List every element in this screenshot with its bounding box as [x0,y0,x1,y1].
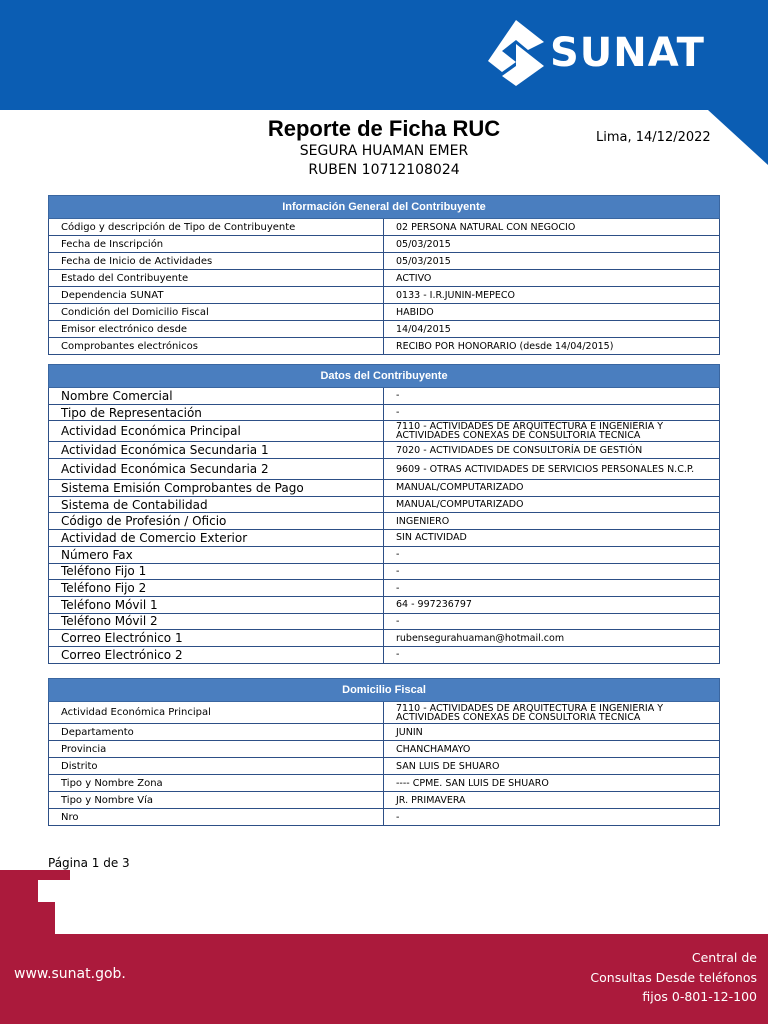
table-row [49,236,720,253]
field-value: - [384,404,720,421]
field-value: 7110 - ACTIVIDADES DE ARQUITECTURA E INGENIERIA Y ACTIVIDADES CONEXAS DE CONSULTORIA TECNICA [384,421,720,442]
field-value: - [384,809,720,826]
footer-contact [590,948,757,1007]
table-row [49,758,720,775]
field-label: Dependencia SUNAT [49,287,384,304]
field-value: 64 - 997236797 [384,596,720,613]
table-row [49,546,720,563]
info-general-table [48,195,720,355]
field-label: Comprobantes electrónicos [49,338,384,355]
table-row [49,646,720,663]
footer-notch [55,902,70,934]
field-label: Teléfono Móvil 1 [49,596,384,613]
page-number: Página 1 de 3 [48,856,130,870]
info-general-heading: Información General del Contribuyente [49,196,720,219]
field-label: Sistema Emisión Comprobantes de Pago [49,480,384,497]
domicilio-heading: Domicilio Fiscal [49,679,720,702]
field-label: Distrito [49,758,384,775]
field-label: Nro [49,809,384,826]
table-row [49,563,720,580]
table-row [49,530,720,547]
field-label: Actividad de Comercio Exterior [49,530,384,547]
field-label: Código de Profesión / Oficio [49,513,384,530]
datos-table [48,364,720,664]
domicilio-table [48,678,720,826]
field-value: HABIDO [384,304,720,321]
field-value: ACTIVO [384,270,720,287]
report-title: Reporte de Ficha RUC [267,116,501,141]
field-value: INGENIERO [384,513,720,530]
field-value: - [384,563,720,580]
datos-heading: Datos del Contribuyente [49,365,720,388]
field-value: SAN LUIS DE SHUARO [384,758,720,775]
contact-line: Consultas Desde teléfonos [590,969,757,985]
table-row [49,270,720,287]
report-date: Lima, 14/12/2022 [596,130,711,145]
table-row [49,792,720,809]
field-label: Provincia [49,741,384,758]
taxpayer-name: SEGURA HUAMAN EMER [299,143,469,159]
table-row [49,459,720,480]
field-label: Actividad Económica Secundaria 1 [49,442,384,459]
table-row [49,321,720,338]
field-label: Teléfono Móvil 2 [49,613,384,630]
table-row [49,775,720,792]
table-row [49,404,720,421]
field-label: Tipo y Nombre Zona [49,775,384,792]
field-label: Nombre Comercial [49,388,384,405]
table-row [49,287,720,304]
field-value: - [384,613,720,630]
table-row [49,741,720,758]
field-value: rubensegurahuaman@hotmail.com [384,630,720,647]
field-label: Correo Electrónico 2 [49,646,384,663]
field-value: 05/03/2015 [384,253,720,270]
table-row [49,338,720,355]
field-value: JUNIN [384,724,720,741]
field-value: ---- CPME. SAN LUIS DE SHUARO [384,775,720,792]
table-row [49,596,720,613]
field-label: Tipo de Representación [49,404,384,421]
table-row [49,304,720,321]
field-label: Teléfono Fijo 1 [49,563,384,580]
field-label: Código y descripción de Tipo de Contribuyente [49,219,384,236]
field-value: 02 PERSONA NATURAL CON NEGOCIO [384,219,720,236]
field-value: 0133 - I.R.JUNIN-MEPECO [384,287,720,304]
field-value: - [384,580,720,597]
contact-line: Central de [691,950,757,965]
table-row [49,702,720,724]
table-row [49,724,720,741]
field-value: 7110 - ACTIVIDADES DE ARQUITECTURA E INGENIERIA Y ACTIVIDADES CONEXAS DE CONSULTORIA TECNICA [384,702,720,724]
table-row [49,480,720,497]
field-value: JR. PRIMAVERA [384,792,720,809]
field-value: 05/03/2015 [384,236,720,253]
table-row [49,219,720,236]
table-row [49,809,720,826]
field-label: Fecha de Inicio de Actividades [49,253,384,270]
field-label: Condición del Domicilio Fiscal [49,304,384,321]
table-row [49,630,720,647]
field-label: Emisor electrónico desde [49,321,384,338]
field-value: MANUAL/COMPUTARIZADO [384,480,720,497]
field-value: RECIBO POR HONORARIO (desde 14/04/2015) [384,338,720,355]
footer-url: www.sunat.gob. [14,966,126,982]
table-row [49,421,720,442]
taxpayer-ruc: RUBEN 10712108024 [308,162,460,178]
logo-text: SUNAT [550,30,705,76]
field-label: Teléfono Fijo 2 [49,580,384,597]
table-row [49,513,720,530]
field-label: Actividad Económica Secundaria 2 [49,459,384,480]
field-value: CHANCHAMAYO [384,741,720,758]
table-row [49,388,720,405]
field-value: MANUAL/COMPUTARIZADO [384,496,720,513]
field-value: - [384,546,720,563]
field-label: Estado del Contribuyente [49,270,384,287]
field-label: Sistema de Contabilidad [49,496,384,513]
table-row [49,496,720,513]
field-label: Número Fax [49,546,384,563]
field-label: Correo Electrónico 1 [49,630,384,647]
field-value: SIN ACTIVIDAD [384,530,720,547]
table-row [49,580,720,597]
field-value: 7020 - ACTIVIDADES DE CONSULTORÍA DE GESTIÓN [384,442,720,459]
table-row [49,442,720,459]
field-label: Actividad Económica Principal [49,702,384,724]
table-row [49,613,720,630]
field-label: Actividad Económica Principal [49,421,384,442]
field-value: 9609 - OTRAS ACTIVIDADES DE SERVICIOS PERSONALES N.C.P. [384,459,720,480]
field-value: 14/04/2015 [384,321,720,338]
footer-notch [38,880,70,902]
field-value: - [384,646,720,663]
sunat-logo [488,18,705,88]
contact-line: fijos 0-801-12-100 [642,989,757,1004]
field-label: Tipo y Nombre Vía [49,792,384,809]
field-value: - [384,388,720,405]
sunat-logo-icon [488,20,544,86]
field-label: Fecha de Inscripción [49,236,384,253]
table-row [49,253,720,270]
field-label: Departamento [49,724,384,741]
